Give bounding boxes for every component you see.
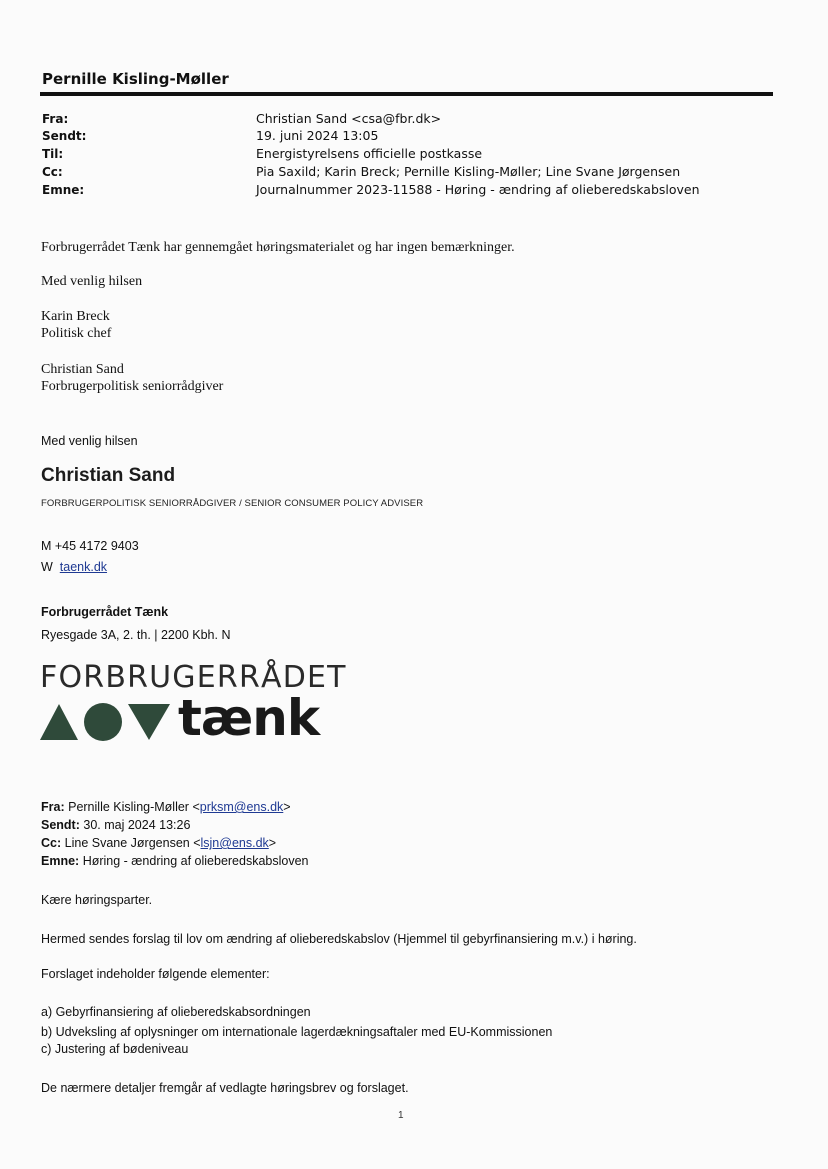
reply-body-line: Forbrugerrådet Tænk har gennemgået høringsmaterialet og har ingen bemærkninger. <box>41 240 515 255</box>
header-subject-label: Emne: <box>42 183 85 197</box>
fwd-from <box>41 800 291 814</box>
header-from-label: Fra: <box>42 112 69 126</box>
fwd-from-name: Pernille Kisling-Møller < <box>68 800 200 814</box>
signature-address: Ryesgade 3A, 2. th. | 2200 Kbh. N <box>41 628 231 642</box>
header-to-value: Energistyrelsens officielle postkasse <box>256 146 483 161</box>
fwd-from-label: Fra: <box>41 800 65 814</box>
fwd-salutation: Kære høringsparter. <box>41 893 153 907</box>
logo-triangle-up-icon <box>40 704 78 740</box>
fwd-from-email-link[interactable]: prksm@ens.dk <box>199 800 284 814</box>
logo-circle-icon <box>84 703 122 741</box>
signer1-title: Politisk chef <box>41 326 112 341</box>
signature-name: Christian Sand <box>41 465 176 486</box>
signature-org-name: Forbrugerrådet Tænk <box>41 605 169 619</box>
fwd-sent <box>41 818 190 832</box>
fwd-item-c: c) Justering af bødeniveau <box>41 1042 189 1056</box>
fwd-cc <box>41 836 276 850</box>
signer2-name: Christian Sand <box>41 362 124 377</box>
header-cc-label: Cc: <box>42 165 63 179</box>
fwd-cc-email-link[interactable]: lsjn@ens.dk <box>200 836 269 850</box>
header-sent-value: 19. juni 2024 13:05 <box>256 128 379 143</box>
fwd-cc-name: Line Svane Jørgensen < <box>64 836 201 850</box>
fwd-item-b: b) Udveksling af oplysninger om internationale lagerdækningsaftaler med EU-Kommissionen <box>41 1025 553 1039</box>
signature-web-prefix: W <box>41 560 53 574</box>
fwd-subject <box>41 854 309 868</box>
signer1-name: Karin Breck <box>41 309 110 324</box>
heading-rule <box>40 92 773 96</box>
fwd-para1: Hermed sendes forslag til lov om ændring af olieberedskabslov (Hjemmel til gebyrfinansiering m.v.) i høring. <box>41 932 637 946</box>
signature-web <box>41 560 107 574</box>
taenk-link[interactable]: taenk.dk <box>59 560 108 574</box>
fwd-from-close: > <box>283 800 291 814</box>
fwd-para3: De nærmere detaljer fremgår af vedlagte høringsbrev og forslaget. <box>41 1081 409 1095</box>
logo-triangle-down-icon <box>128 704 170 740</box>
signature-greeting: Med venlig hilsen <box>41 434 138 448</box>
page-number: 1 <box>398 1110 404 1121</box>
fwd-cc-close: > <box>268 836 277 850</box>
header-sent-label: Sendt: <box>42 129 87 143</box>
signer2-title: Forbrugerpolitisk seniorrådgiver <box>41 379 224 394</box>
fwd-subject-label: Emne: <box>41 854 80 868</box>
logo-word: tænk <box>178 689 320 747</box>
fwd-para2: Forslaget indeholder følgende elementer: <box>41 967 270 981</box>
signature-title: FORBRUGERPOLITISK SENIORRÅDGIVER / SENIOR CONSUMER POLICY ADVISER <box>41 498 424 509</box>
fwd-item-a: a) Gebyrfinansiering af olieberedskabsordningen <box>41 1005 311 1019</box>
fwd-sent-value: 30. maj 2024 13:26 <box>83 818 191 832</box>
header-from-value: Christian Sand <csa@fbr.dk> <box>256 111 442 126</box>
header-subject-value: Journalnummer 2023-11588 - Høring - ændring af olieberedskabsloven <box>256 182 700 197</box>
logo-shapes <box>40 700 175 742</box>
logo-top-text: FORBRUGERRÅDET <box>40 660 347 695</box>
fwd-cc-label: Cc: <box>41 836 62 850</box>
header-to-label: Til: <box>42 147 64 161</box>
mailbox-owner-heading: Pernille Kisling-Møller <box>42 70 229 88</box>
fwd-sent-label: Sendt: <box>41 818 80 832</box>
header-cc-value: Pia Saxild; Karin Breck; Pernille Kisling-Møller; Line Svane Jørgensen <box>256 164 681 179</box>
fwd-subject-value: Høring - ændring af olieberedskabsloven <box>82 854 309 868</box>
signature-mobile: M +45 4172 9403 <box>41 539 139 553</box>
reply-greeting: Med venlig hilsen <box>41 274 143 289</box>
